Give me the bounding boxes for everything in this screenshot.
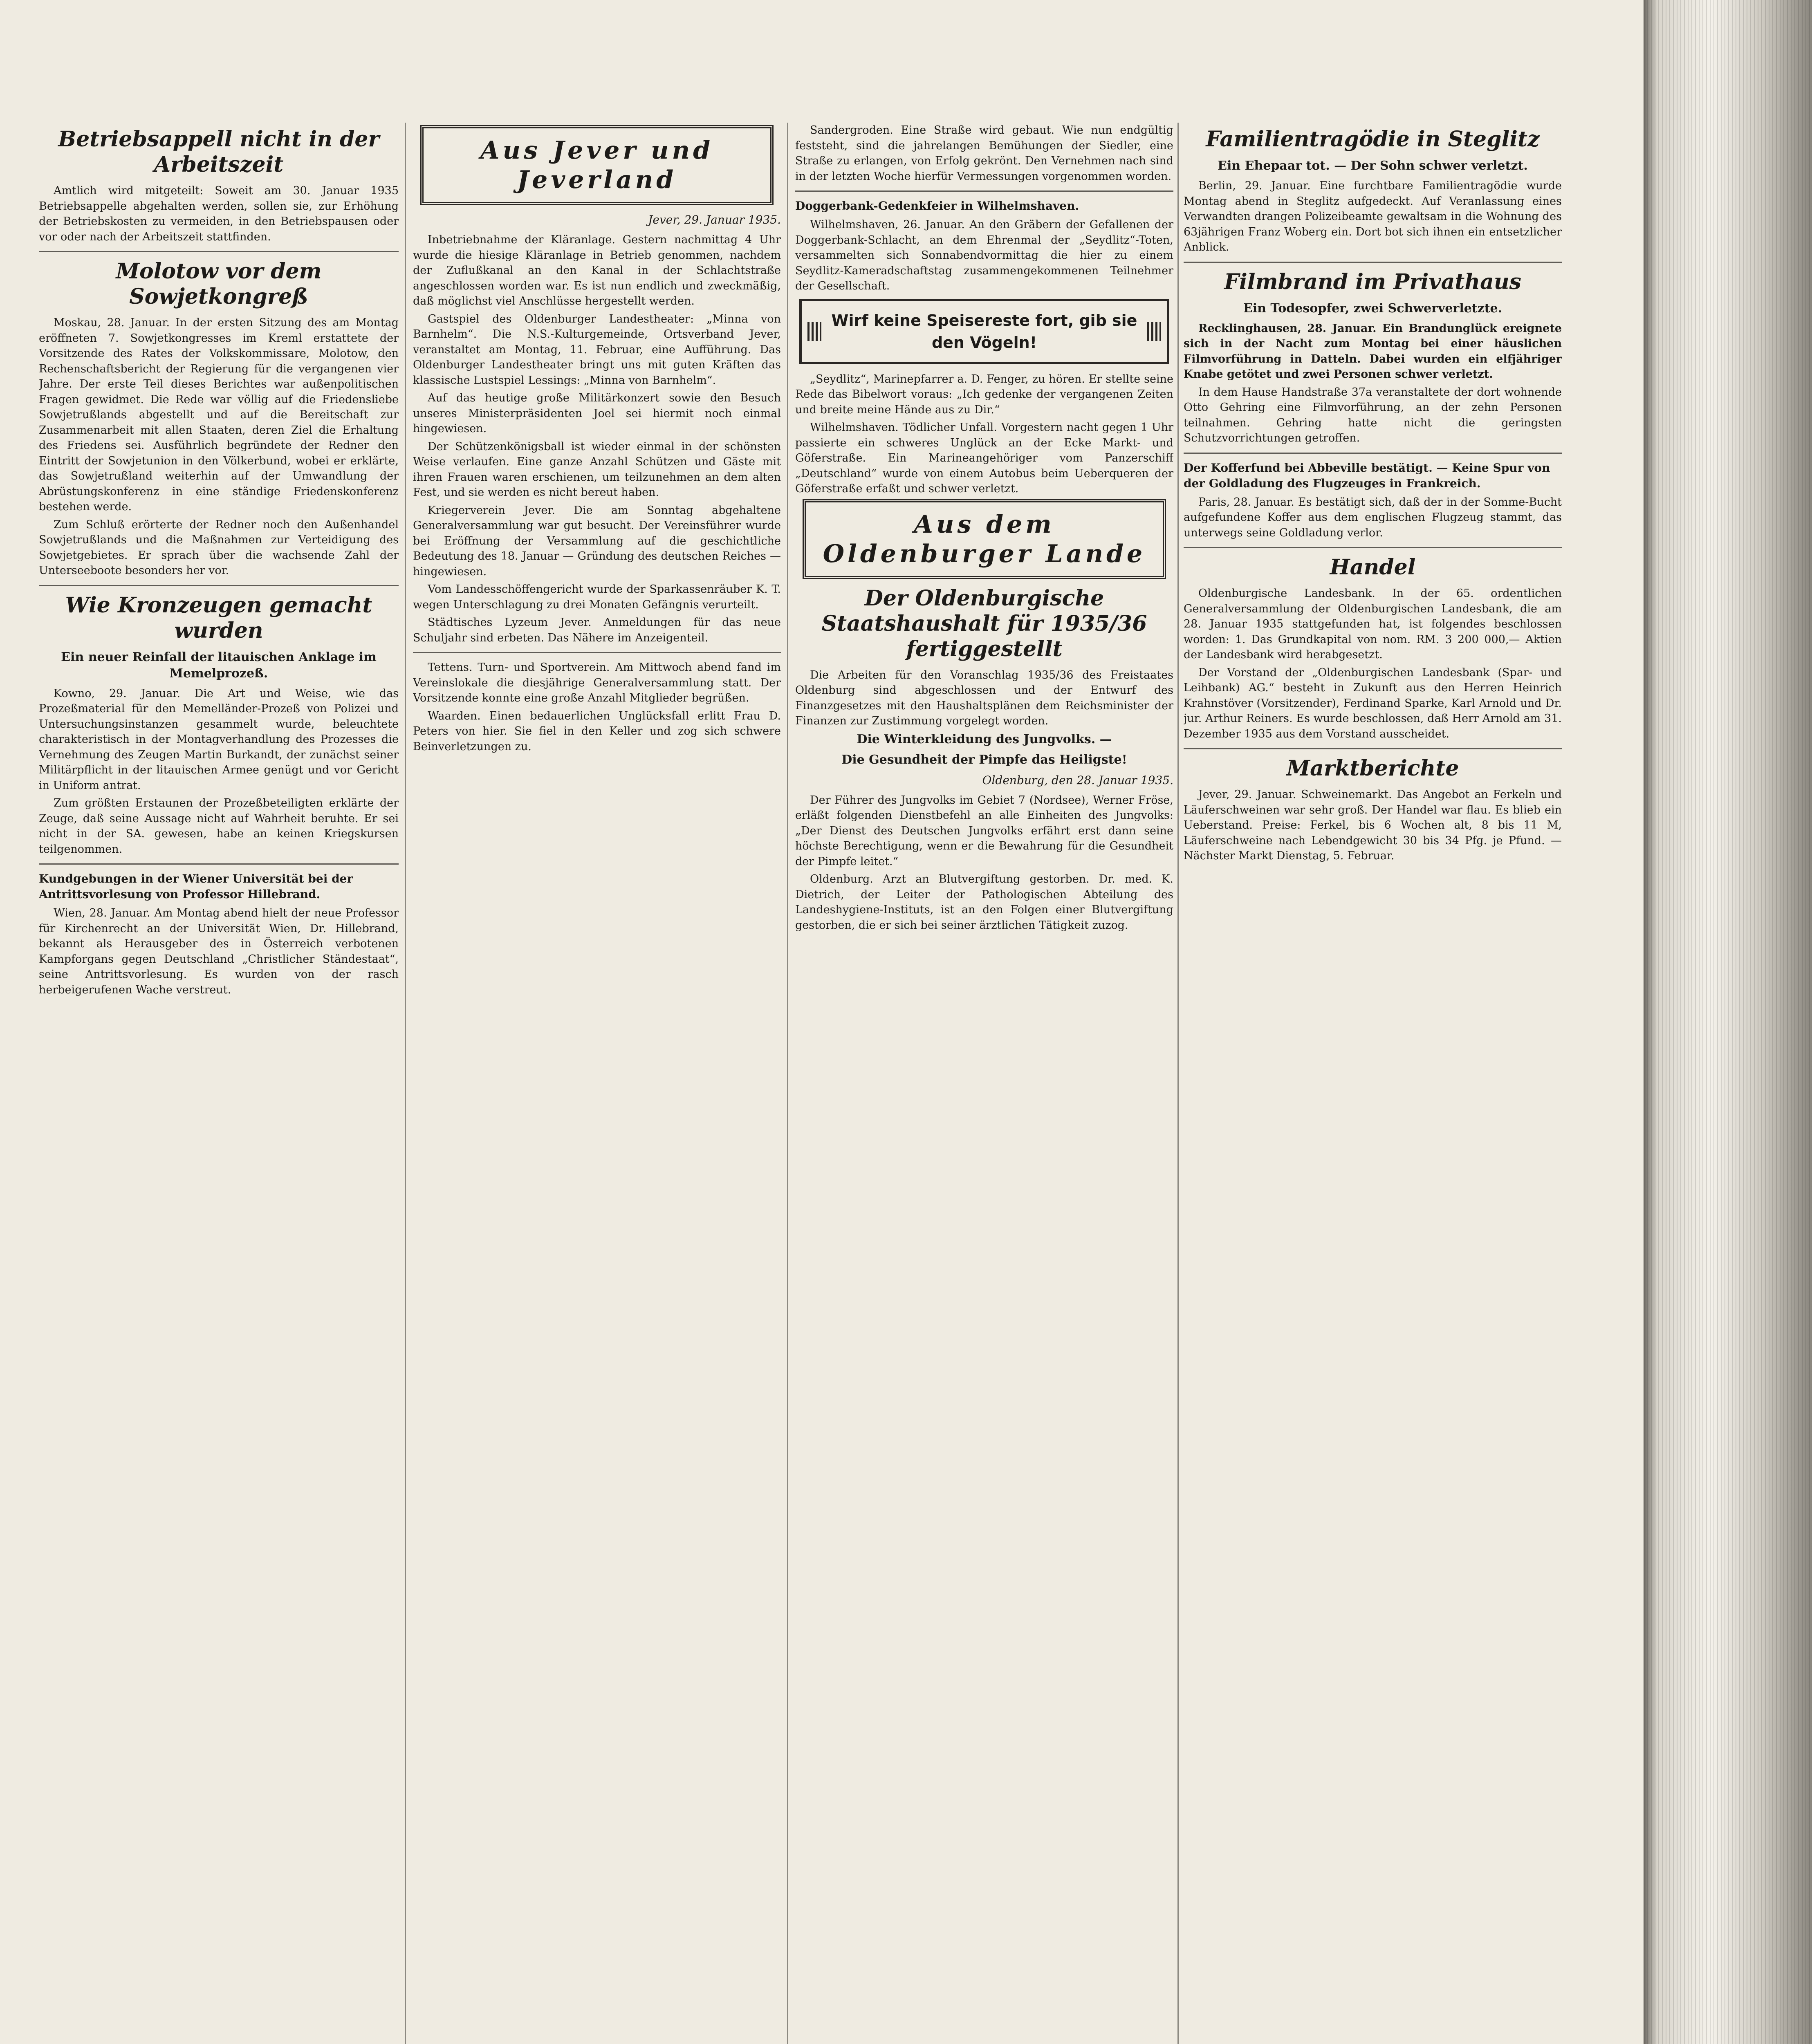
ornament-icon xyxy=(807,322,821,341)
article-text: Jever, 29. Januar. Schweinemarkt. Das Angebot an Ferkeln und Läuferschweinen war sehr groß. Der Handel war flau. Es blieb ein Ueberstand. Preise: Ferkel, bis 6 Wochen alt, 8 bis 11 M, Läuferschweine nach Lebendgewicht 30 bis 34 Pfg. je Pfund. — Nächster Markt Dienstag, 5. Februar. xyxy=(1184,788,1562,862)
article-text: Vom Landesschöffengericht wurde der Sparkassenräuber K. T. wegen Unterschlagung zu drei Monaten Gefängnis verurteilt. xyxy=(413,583,781,611)
headline-kronzeugen: Wie Kronzeugen gemacht wurden xyxy=(65,592,372,643)
column-divider xyxy=(39,251,399,252)
column-divider xyxy=(39,585,399,586)
article-text: Sandergroden. Eine Straße wird gebaut. Wie nun endgültig feststeht, sind die jahrelangen Bemühungen der Siedler, eine Straße zu erlangen, von Erfolg gekrönt. Den Vernehmen nach sind in der letzten Woche hierfür Vermessungen vorgenommen worden. xyxy=(795,124,1173,183)
headline-molotow: Molotow vor dem Sowjetkongreß xyxy=(116,259,322,309)
article-text: Paris, 28. Januar. Es bestätigt sich, daß der in der Somme-Bucht aufgefundene Koffer aus dem englischen Flugzeug stammt, das unterwegs seine Goldladung verlor. xyxy=(1184,495,1562,539)
subheadline: Ein Ehepaar tot. — Der Sohn schwer verletzt. xyxy=(1218,159,1528,173)
article-text: Der Führer des Jungvolks im Gebiet 7 (Nordsee), Werner Fröse, erläßt folgenden Dienstbefehl an alle Einheiten des Jungvolks: „Der Dienst des Deutschen Jungvolks erfährt erst dann seine höchste Berechtigung, wenn er die Bewahrung für die Gesundheit der Pimpfe leitet.“ xyxy=(795,793,1173,868)
article-text: Der Vorstand der „Oldenburgischen Landesbank (Spar- und Leihbank) AG.“ besteht in Zukunft aus den Herren Heinrich Krahnstöver (Vorsitzender), Ferdinand Sparke, Karl Arnold und Dr. jur. Arthur Reiners. Es wurde beschlossen, daß Herr Arnold am 31. Dezember 1935 aus dem Vorstand ausscheidet. xyxy=(1184,666,1562,740)
advert-box xyxy=(799,299,1169,364)
column-divider xyxy=(1184,748,1562,749)
column-divider xyxy=(39,863,399,865)
kicker-headline: Der Kofferfund bei Abbeville bestätigt. — Keine Spur von der Goldladung des Flugzeuges in Frankreich. xyxy=(1184,461,1550,490)
article-text: Oldenburgische Landesbank. In der 65. ordentlichen Generalversammlung der Oldenburgischen Landesbank, die am 28. Januar 1935 stattgefunden hat, ist folgendes beschlossen worden: 1. Das Grundkapital von nom. RM. 3 200 000,— Aktien der Landesbank wird herabgesetzt. xyxy=(1184,587,1562,661)
column-2 xyxy=(413,123,781,2044)
advert-text: Wirf keine Speisereste fort, gib sie den Vögeln! xyxy=(831,311,1137,352)
column-divider xyxy=(1184,453,1562,454)
article-text: Zum Schluß erörterte der Redner noch den Außenhandel Sowjetrußlands und die Maßnahmen zur Verteidigung des Sowjetgebietes. Er sprach über die wachsende Zahl der Unterseeboote besonders her vor. xyxy=(39,518,399,577)
dateline: Jever, 29. Januar 1935. xyxy=(648,213,781,226)
article-text: „Seydlitz“, Marinepfarrer a. D. Fenger, zu hören. Er stellte seine Rede das Bibelwort voraus: „Ich gedenke der vergangenen Zeiten und breite meine Hände aus zu Dir.“ xyxy=(795,372,1173,416)
subheadline: Ein Todesopfer, zwei Schwerverletzte. xyxy=(1243,301,1503,316)
kicker-headline: Doggerbank-Gedenkfeier in Wilhelmshaven. xyxy=(795,199,1079,213)
article-text: Inbetriebnahme der Kläranlage. Gestern nachmittag 4 Uhr wurde die hiesige Kläranlage in Betrieb genommen, nachdem der Zuflußkanal an den Kanal in der Schlachtstraße angeschlossen worden war. Es ist nun endlich und zweckmäßig, daß möglichst viel Anschlüsse hergestellt werden. xyxy=(413,233,781,307)
column-rule xyxy=(1177,123,1179,2044)
article-text: Die Arbeiten für den Voranschlag 1935/36 des Freistaates Oldenburg sind abgeschlossen und der Entwurf des Finanzgesetzes mit den Haushaltsplänen dem Reichsminister der Finanzen zur Zustimmung vorgelegt worden. xyxy=(795,668,1173,727)
article-text: Moskau, 28. Januar. In der ersten Sitzung des am Montag eröffneten 7. Sowjetkongresses im Kreml erstattete der Vorsitzende des Rates der Volkskommissare, Molotow, den Rechenschaftsbericht der Regierung für die vergangenen vier Jahre. Der erste Teil dieses Berichtes war außenpolitischen Fragen gewidmet. Die Rede war völlig auf die Friedensliebe Sowjetrußlands abgestellt und auf die Bereitschaft zur Zusammenarbeit mit allen Staaten, deren Ziel die Erhaltung des Friedens sei. Ausführlich begründete der Redner den Eintritt der Sowjetunion in den Völkerbund, wobei er erklärte, das Sowjetrußland weiterhin auf der Umwandlung der Abrüstungskonferenz in eine ständige Friedenskonferenz bestehen werde. xyxy=(39,316,399,513)
article-text: Wilhelmshaven. Tödlicher Unfall. Vorgestern nacht gegen 1 Uhr passierte ein schweres Unglück an der Ecke Markt- und Göferstraße. Ein Marineangehöriger vom Panzerschiff „Deutschland“ wurde von einem Autobus beim Ueberqueren der Göferstraße erfaßt und schwer verletzt. xyxy=(795,421,1173,495)
column-divider xyxy=(413,652,781,653)
article-text: In dem Hause Handstraße 37a veranstaltete der dort wohnende Otto Gehring eine Filmvorführung, an der zehn Personen teilnahmen. Gehring hatte nicht die geringsten Schutzvorrichtungen getroffen. xyxy=(1184,385,1562,444)
article-text: Städtisches Lyzeum Jever. Anmeldungen für das neue Schuljahr sind erbeten. Das Nähere im Anzeigenteil. xyxy=(413,616,781,644)
ornament-icon xyxy=(1147,322,1161,341)
article-lead: Recklinghausen, 28. Januar. Ein Brandunglück ereignete sich in der Nacht zum Montag bei einer häuslichen Filmvorführung in Datteln. Dabei wurden ein elfjähriger Knabe getötet und zwei Personen schwer verletzt. xyxy=(1184,322,1562,381)
headline-staatshaushalt: Der Oldenburgische Staatshaushalt für 1935/36 fertiggestellt xyxy=(821,585,1147,661)
column-3 xyxy=(795,123,1173,2044)
column-divider xyxy=(1184,547,1562,548)
article-text: Kriegerverein Jever. Die am Sonntag abgehaltene Generalversammlung war gut besucht. Der Vereinsführer wurde bei Eröffnung der Versammlung auf die geschichtliche Bedeutung des 18. Januar — Gründung des deutschen Reiches — hingewiesen. xyxy=(413,504,781,578)
dateline: Oldenburg, den 28. Januar 1935. xyxy=(982,773,1173,787)
book-spine xyxy=(1644,0,1812,2044)
section-box-oldenburg: Aus dem Oldenburger Lande xyxy=(803,499,1166,579)
article-text: Waarden. Einen bedauerlichen Unglücksfall erlitt Frau D. Peters von hier. Sie fiel in den Keller und zog sich schwere Beinverletzungen zu. xyxy=(413,709,781,753)
subheadline: Ein neuer Reinfall der litauischen Anklage im Memelprozeß. xyxy=(61,650,377,681)
column-rule xyxy=(405,123,406,2044)
headline-betriebsappell: Betriebsappell nicht in der Arbeitszeit xyxy=(58,127,379,177)
article-text: Berlin, 29. Januar. Eine furchtbare Familientragödie wurde Montag abend in Steglitz aufgedeckt. Auf Veranlassung eines Verwandten drangen Polizeibeamte gewaltsam in die Wohnung des 63jährigen Franz Woberg ein. Dort bot sich ihnen ein entsetzlicher Anblick. xyxy=(1184,179,1562,253)
headline-familientragoedie: Familientragödie in Steglitz xyxy=(1206,127,1540,152)
article-text: Wilhelmshaven, 26. Januar. An den Gräbern der Gefallenen der Doggerbank-Schlacht, an dem Ehrenmal der „Seydlitz“-Toten, versammelten sich Sonnabendvormittag die hier zu einem Seydlitz-Kameradschaftstag zusammengekommenen Teilnehmer der Gesellschaft. xyxy=(795,218,1173,292)
article-text: Tettens. Turn- und Sportverein. Am Mittwoch abend fand im Vereinslokale die diesjährige Generalversammlung statt. Der Vorsitzende konnte eine große Anzahl Mitglieder begrüßen. xyxy=(413,661,781,704)
article-text: Oldenburg. Arzt an Blutvergiftung gestorben. Dr. med. K. Dietrich, der Leiter der Pathologischen Abteilung des Landeshygiene-Instituts, ist an den Folgen einer Blutvergiftung gestorben, die er sich bei seiner ärztlichen Tätigkeit zuzog. xyxy=(795,873,1173,932)
column-1 xyxy=(39,123,399,2044)
headline-filmbrand: Filmbrand im Privathaus xyxy=(1224,269,1521,294)
article-text: Auf das heutige große Militärkonzert sowie den Besuch unseres Ministerpräsidenten Joel sei hiermit noch einmal hingewiesen. xyxy=(413,392,781,435)
column-rule xyxy=(787,123,788,2044)
article-text: Kowno, 29. Januar. Die Art und Weise, wie das Prozeßmaterial für den Memelländer-Prozeß von Polizei und Untersuchungsinstanzen gesammelt wurde, beleuchtete charakteristisch in der Montagverhandlung des Prozesses die Vernehmung des Zeugen Martin Burkandt, der zunächst seiner Militärpflicht in der litauischen Armee genügt und vor Gericht in Uniform antrat. xyxy=(39,687,399,792)
column-divider xyxy=(795,191,1173,192)
article-text: Der Schützenkönigsball ist wieder einmal in der schönsten Weise verlaufen. Eine ganze Anzahl Schützen und Gäste mit ihren Frauen waren erschienen, um teilzunehmen an dem alten Fest, und sie werden es nicht bereut haben. xyxy=(413,440,781,499)
headline-marktberichte: Marktberichte xyxy=(1286,756,1459,781)
subheadline: Die Winterkleidung des Jungvolks. — xyxy=(857,732,1112,746)
article-text: Wien, 28. Januar. Am Montag abend hielt der neue Professor für Kirchenrecht an der Universität Wien, Dr. Hillebrand, bekannt als Herausgeber des in Österreich verbotenen Kampforgans gegen Deutschland „Christlicher Ständestaat“, seine Antrittsvorlesung. Es wurden von der rasch herbeigerufenen Wache verstreut. xyxy=(39,907,399,996)
article-text: Amtlich wird mitgeteilt: Soweit am 30. Januar 1935 Betriebsappelle abgehalten werden, sollen sie, zur Erhöhung der Betriebskosten zu vermeiden, in den Betriebspausen oder vor oder nach der Arbeitszeit stattfinden. xyxy=(39,184,399,243)
headline-handel: Handel xyxy=(1330,555,1416,580)
page-edges xyxy=(1644,0,1812,2044)
column-4 xyxy=(1184,123,1562,2044)
article-text: Gastspiel des Oldenburger Landestheater: „Minna von Barnhelm“. Die N.S.-Kulturgemeinde, Ortsverband Jever, veranstaltet am Montag, 11. Februar, eine Aufführung. Das Oldenburger Landestheater bringt uns mit guten Kräften das klassische Lustspiel Lessings: „Minna von Barnhelm“. xyxy=(413,312,781,387)
kicker-headline: Kundgebungen in der Wiener Universität bei der Antrittsvorlesung von Professor Hillebrand. xyxy=(39,872,353,901)
section-box-jever: Aus Jever und Jeverland xyxy=(420,125,774,205)
article-text: Zum größten Erstaunen der Prozeßbeteiligten erklärte der Zeuge, daß seine Aussage nicht auf Wahrheit beruhte. Er sei nicht in der SA. gewesen, habe an keinen Kriegskursen teilgenommen. xyxy=(39,797,399,856)
column-divider xyxy=(1184,262,1562,263)
subheadline: Die Gesundheit der Pimpfe das Heiligste! xyxy=(841,752,1127,767)
